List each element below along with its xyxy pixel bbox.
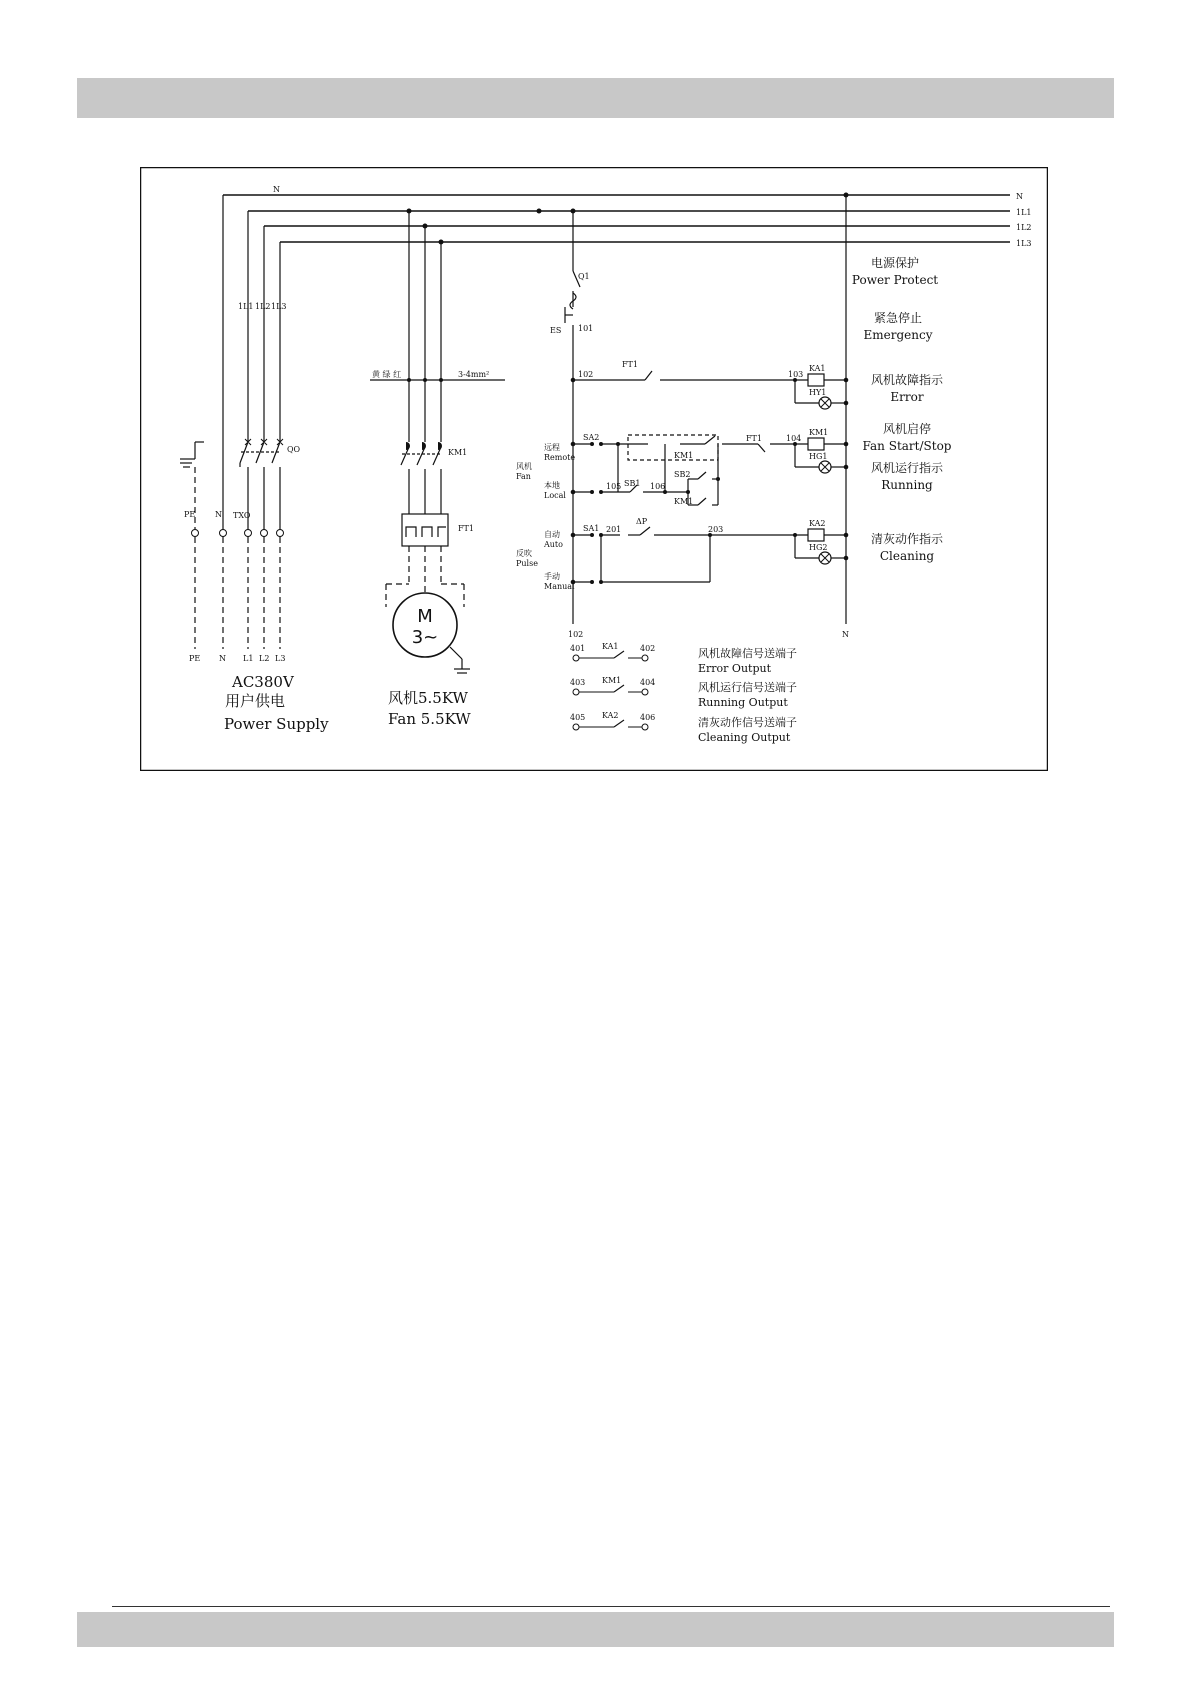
mode-remote-cn: 远程: [544, 443, 560, 452]
indicator-power-en: Power Protect: [851, 273, 939, 287]
indicator-error-cn: 风机故障指示: [870, 373, 944, 387]
bus-l2-label: 1L2: [1016, 223, 1032, 232]
output-1-relay: KA1: [602, 642, 619, 651]
output-1-cn: 风机故障信号送端子: [698, 647, 797, 660]
mode-auto-en: Auto: [544, 540, 563, 549]
breaker-q1-label: Q1: [578, 272, 590, 281]
feeder-1l1-label: 1L1: [238, 302, 254, 311]
group-fan-en: Fan: [516, 472, 531, 481]
node-101-label: 101: [578, 324, 594, 333]
output-2-right-terminal: 404: [640, 678, 656, 687]
coil-ka1-label: KA1: [809, 364, 826, 373]
mode-local-en: Local: [544, 491, 566, 500]
mode-remote-en: Remote: [544, 453, 576, 462]
output-3-relay: KA2: [602, 711, 619, 720]
overload-ft1-label: FT1: [458, 524, 474, 533]
indicator-emergency-cn: 紧急停止: [873, 311, 923, 325]
pressure-switch-label: ΔP: [636, 517, 648, 526]
node-104-label: 104: [786, 434, 802, 443]
output-2-en: Running Output: [698, 696, 788, 709]
terminal-n-top-label: N: [215, 510, 222, 519]
output-1-en: Error Output: [698, 662, 771, 675]
supply-caption-en: Power Supply: [224, 715, 329, 733]
output-3-left-terminal: 405: [570, 713, 586, 722]
header-band: [77, 78, 1114, 118]
terminal-l1-label: L1: [243, 654, 254, 663]
bus-n-label: N: [1016, 192, 1023, 201]
output-1-left-terminal: 401: [570, 644, 586, 653]
output-2-relay: KM1: [602, 676, 622, 685]
mode-manual-cn: 手动: [544, 572, 560, 581]
electrical-wiring-diagram: [140, 167, 1048, 771]
contactor-km1-label: KM1: [448, 448, 468, 457]
mode-local-cn: 本地: [544, 481, 560, 490]
indicator-cleaning-en: Cleaning: [879, 549, 935, 563]
node-102-top-label: 102: [578, 370, 594, 379]
indicator-fan-en: Fan Start/Stop: [862, 439, 952, 453]
supply-caption-voltage: AC380V: [232, 673, 294, 691]
coil-km1-label: KM1: [809, 428, 829, 437]
bus-l3-label: 1L3: [1016, 239, 1032, 248]
fan-caption-cn: 风机5.5KW: [388, 689, 468, 707]
ft1-contact-label: FT1: [622, 360, 638, 369]
mode-manual-en: Manual: [544, 582, 575, 591]
indicator-running-cn: 风机运行指示: [870, 461, 944, 475]
coil-ka1: [808, 374, 824, 386]
group-pulse-cn: 反吹: [516, 549, 532, 558]
indicator-error-en: Error: [890, 390, 924, 404]
neutral-end-label: N: [842, 630, 849, 639]
indicator-cleaning-cn: 清灰动作指示: [870, 532, 944, 546]
wire-color-note: 黄 绿 红: [372, 370, 402, 379]
button-sb1-label: SB1: [624, 479, 641, 488]
node-103-label: 103: [788, 370, 804, 379]
terminal-block-txo-label: TXO: [233, 511, 251, 520]
terminal-pe-top-label: PE: [184, 510, 196, 519]
motor-phase-label: 3~: [411, 627, 439, 648]
coil-ka2-label: KA2: [809, 519, 826, 528]
lamp-hg2-label: HG2: [809, 543, 828, 552]
node-105-label: 105: [606, 482, 622, 491]
aux-km1-hold-label: KM1: [674, 497, 694, 506]
indicator-running-en: Running: [881, 478, 933, 492]
wire-size-note: 3-4mm²: [458, 370, 490, 379]
footer-rule: [112, 1606, 1110, 1607]
motor-m-label: M: [417, 606, 433, 627]
output-1-right-terminal: 402: [640, 644, 656, 653]
supply-caption-cn: 用户供电: [225, 692, 286, 710]
output-2-cn: 风机运行信号送端子: [698, 681, 797, 694]
terminal-l3-label: L3: [275, 654, 286, 663]
node-203-label: 203: [708, 525, 724, 534]
group-pulse-en: Pulse: [516, 559, 538, 568]
footer-band: [77, 1612, 1114, 1647]
fan-caption-en: Fan 5.5KW: [388, 710, 471, 728]
button-sb2-label: SB2: [674, 470, 691, 479]
terminal-n-label: N: [219, 654, 226, 663]
lamp-hy1-label: HY1: [809, 388, 827, 397]
mode-auto-cn: 自动: [544, 530, 560, 539]
output-2-left-terminal: 403: [570, 678, 586, 687]
coil-ka2: [808, 529, 824, 541]
switch-sa1-label: SA1: [583, 524, 600, 533]
node-201-label: 201: [606, 525, 622, 534]
output-3-right-terminal: 406: [640, 713, 656, 722]
aux-km1-label: KM1: [674, 451, 694, 460]
node-102-bottom-label: 102: [568, 630, 584, 639]
node-106-label: 106: [650, 482, 666, 491]
lamp-hg1-label: HG1: [809, 452, 828, 461]
switch-qo-label: QO: [287, 445, 301, 454]
group-fan-cn: 风机: [516, 462, 532, 471]
indicator-power-cn: 电源保护: [870, 256, 920, 270]
feeder-1l2-label: 1L2: [255, 302, 271, 311]
estop-es-label: ES: [550, 326, 562, 335]
bus-n-mid-label: N: [273, 185, 280, 194]
terminal-pe-label: PE: [189, 654, 201, 663]
feeder-1l3-label: 1L3: [271, 302, 287, 311]
output-3-en: Cleaning Output: [698, 731, 791, 744]
output-3-cn: 清灰动作信号送端子: [698, 716, 797, 729]
switch-sa2-label: SA2: [583, 433, 600, 442]
indicator-fan-cn: 风机启停: [882, 422, 932, 436]
terminal-l2-label: L2: [259, 654, 270, 663]
bus-l1-label: 1L1: [1016, 208, 1032, 217]
ft1-contact-2-label: FT1: [746, 434, 762, 443]
indicator-emergency-en: Emergency: [863, 328, 933, 342]
coil-km1: [808, 438, 824, 450]
